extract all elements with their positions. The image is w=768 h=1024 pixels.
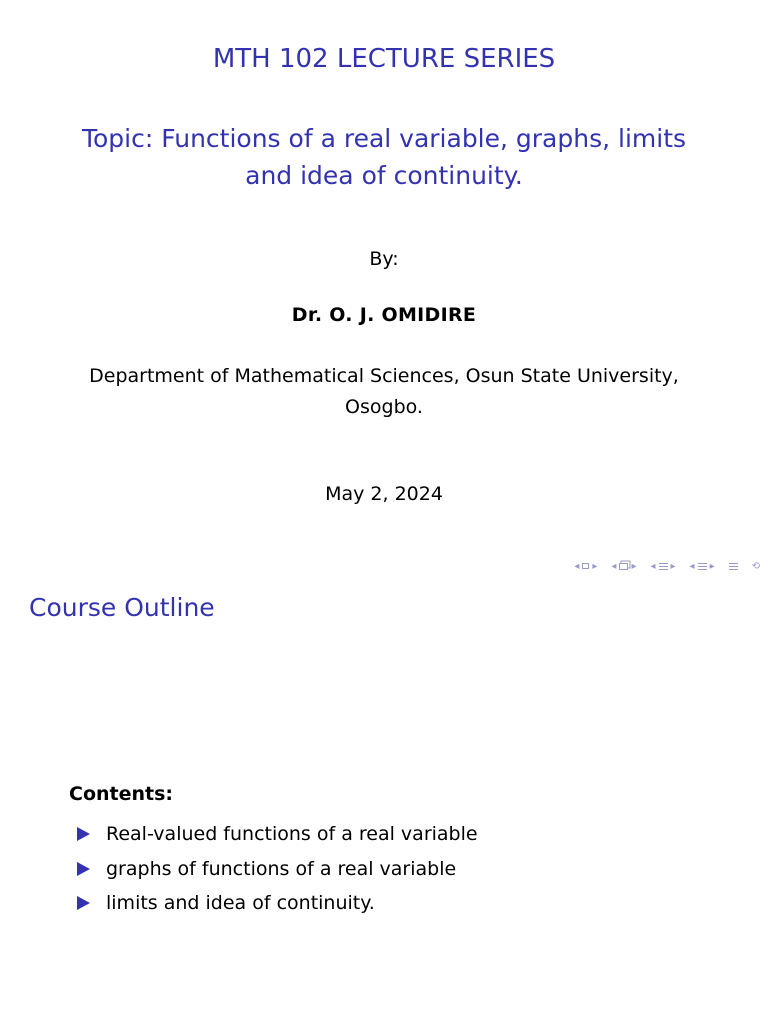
- presentation-title: MTH 102 LECTURE SERIES: [212, 44, 556, 74]
- presentation-nav-icon[interactable]: [698, 563, 707, 570]
- appendix-nav[interactable]: [729, 563, 738, 570]
- subsection-nav-icon[interactable]: [619, 563, 628, 570]
- list-item-text: graphs of functions of a real variable: [106, 857, 457, 880]
- nav-right-arrow-icon[interactable]: ▸: [670, 560, 676, 572]
- presentation-topic: Topic: Functions of a real variable, graphs, limits and idea of continuity.: [81, 124, 687, 190]
- author-name: Dr. O. J. OMIDIRE: [291, 304, 477, 326]
- list-item: [77, 886, 478, 921]
- beamer-navigation-bar: [560, 558, 760, 574]
- triangle-bullet-icon: [77, 896, 90, 910]
- section-nav-icon[interactable]: [659, 563, 668, 570]
- list-item: [77, 817, 478, 852]
- list-item-text: Real-valued functions of a real variable: [106, 823, 478, 846]
- course-outline-slide: [0, 578, 768, 1024]
- outline-list: [77, 817, 478, 921]
- frame-nav[interactable]: [574, 561, 597, 572]
- list-item-text: limits and idea of continuity.: [106, 892, 375, 915]
- list-item: [77, 852, 478, 887]
- nav-left-arrow-icon[interactable]: ◂: [611, 560, 617, 572]
- frame-title: Course Outline: [29, 593, 215, 622]
- triangle-bullet-icon: [77, 827, 90, 841]
- appendix-nav-icon[interactable]: [729, 563, 738, 570]
- by-label: By:: [369, 248, 399, 270]
- subsection-nav[interactable]: [611, 561, 636, 572]
- nav-left-arrow-icon[interactable]: ◂: [650, 560, 656, 572]
- triangle-bullet-icon: [77, 862, 90, 876]
- contents-label: Contents:: [69, 783, 174, 805]
- nav-right-arrow-icon[interactable]: ▸: [592, 560, 598, 572]
- presentation-nav[interactable]: [690, 561, 715, 572]
- nav-right-arrow-icon[interactable]: ▸: [631, 560, 637, 572]
- section-nav[interactable]: [650, 561, 675, 572]
- nav-right-arrow-icon[interactable]: ▸: [709, 560, 715, 572]
- author-affiliation: Department of Mathematical Sciences, Osun State University, Osogbo.: [89, 365, 679, 418]
- nav-left-arrow-icon[interactable]: ◂: [689, 560, 695, 572]
- search-icon[interactable]: ⟲: [751, 560, 760, 572]
- presentation-date: May 2, 2024: [325, 483, 443, 505]
- frame-nav-icon[interactable]: [582, 563, 589, 569]
- nav-left-arrow-icon[interactable]: ◂: [574, 560, 580, 572]
- search-nav[interactable]: [752, 561, 760, 572]
